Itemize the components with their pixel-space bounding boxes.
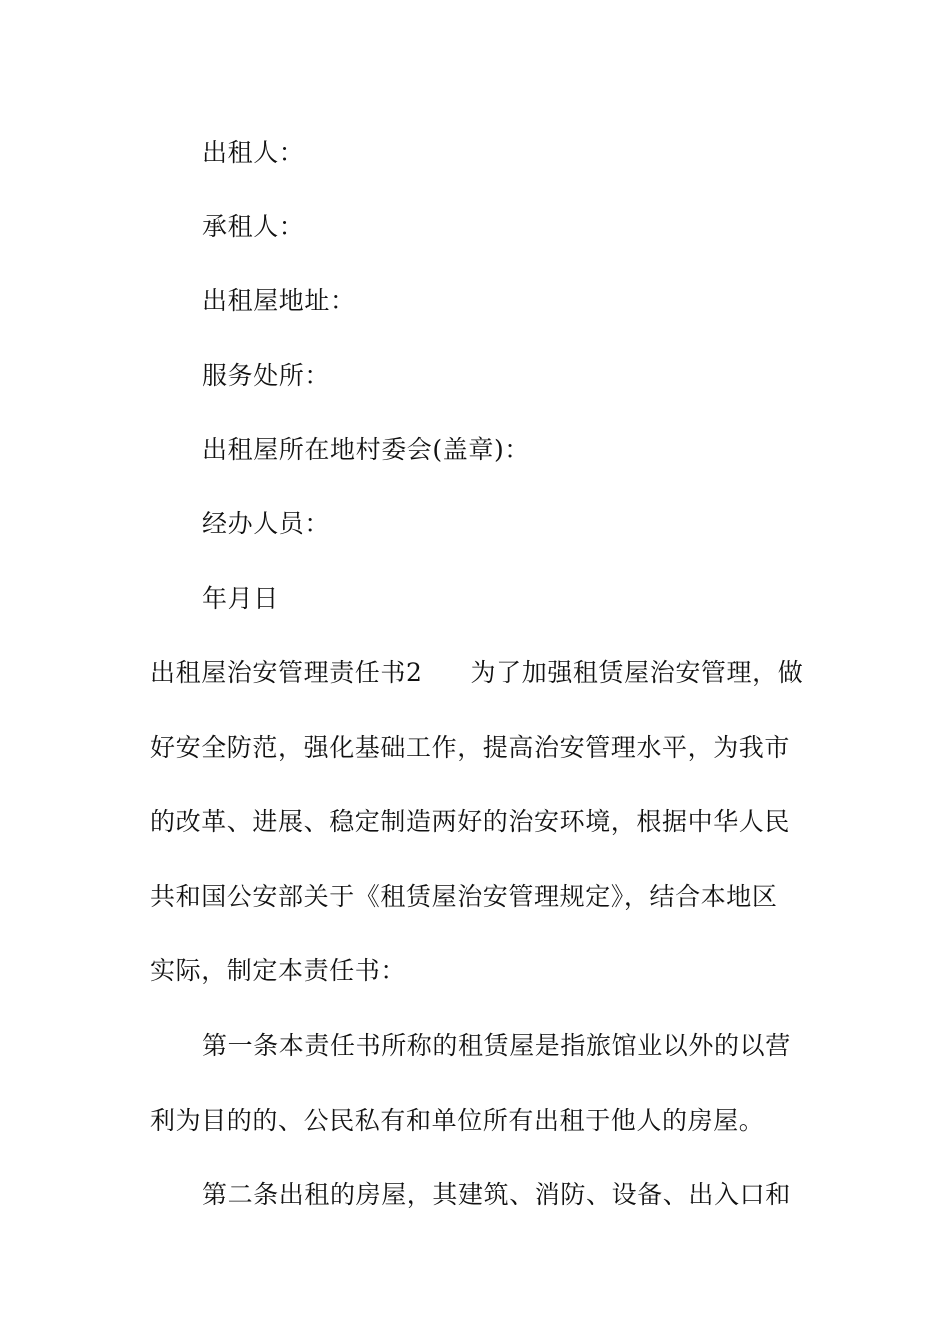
date-field: 年月日 [202,584,279,613]
article-1-line: 第一条本责任书所称的租赁屋是指旅馆业以外的以营 [202,1031,791,1060]
section-title: 出租屋治安管理责任书2 [150,658,423,687]
paragraph-line: 实际，制定本责任书： [150,956,407,985]
section-title-line [150,657,803,689]
paragraph-line: 共和国公安部关于《租赁屋治安管理规定》，结合本地区 [150,882,778,911]
lessor-field: 出租人： [202,138,305,167]
service-office-field: 服务处所： [202,361,331,390]
article-2-line: 第二条出租的房屋，其建筑、消防、设备、出入口和 [202,1180,791,1209]
address-field: 出租屋地址： [202,286,356,315]
paragraph-line: 为了加强租赁屋治安管理，做 [470,658,804,687]
article-1-line: 利为目的的、公民私有和单位所有出租于他人的房屋。 [150,1106,765,1135]
paragraph-line: 的改革、进展、稳定制造两好的治安环境，根据中华人民 [150,807,791,836]
village-committee-field: 出租屋所在地村委会(盖章)： [202,435,530,464]
lessee-field: 承租人： [202,212,305,241]
paragraph-line: 好安全防范，强化基础工作，提高治安管理水平，为我市 [150,733,791,762]
handler-field: 经办人员： [202,509,331,538]
